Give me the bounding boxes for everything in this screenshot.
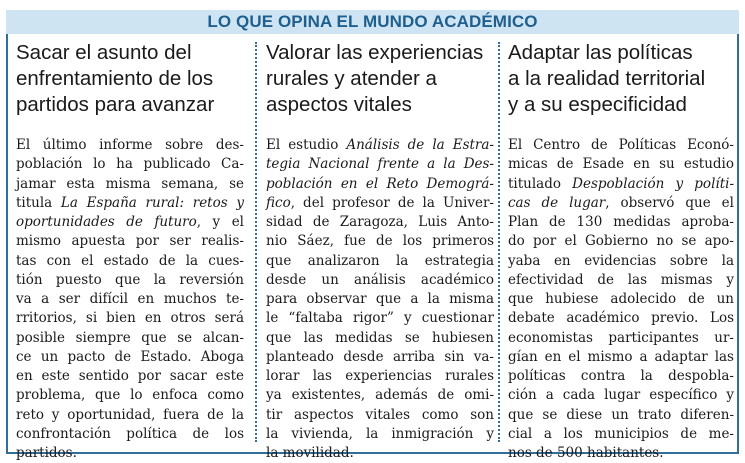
italic-title-text: cas de lugar xyxy=(508,194,606,211)
body-text: , y el xyxy=(196,214,244,230)
body-line: El último informe sobre des- xyxy=(16,137,244,153)
body-line: economistas participantes ur- xyxy=(508,329,734,346)
column-body xyxy=(266,136,494,463)
body-line: la movilidad. xyxy=(266,445,354,461)
column-divider xyxy=(498,42,500,442)
body-text: , del profesor de la Univer- xyxy=(290,194,494,211)
body-line xyxy=(16,194,244,213)
body-line: debate académico previo. Los xyxy=(508,310,734,327)
body-line: tas con el estado de la cues- xyxy=(16,252,244,269)
body-line xyxy=(16,213,244,232)
section-header xyxy=(6,10,739,34)
body-line xyxy=(508,175,734,194)
body-line: Plan de 130 medidas aproba- xyxy=(508,214,734,230)
italic-title-text: fico xyxy=(266,194,291,211)
italic-title-text: Análisis de la Estra- xyxy=(346,137,494,153)
section-title: LO QUE OPINA EL MUNDO ACADÉMICO xyxy=(207,12,538,31)
body-line: desde un análisis académico xyxy=(266,271,494,288)
body-line xyxy=(266,155,494,174)
opinion-column-1 xyxy=(16,40,244,461)
body-line: población lo ha publicado Ca- xyxy=(16,156,244,173)
italic-title-text: La España rural: retos y xyxy=(60,194,244,211)
body-line: gían en el mismo a adaptar las xyxy=(508,348,734,365)
body-line: posible siempre que se alcan- xyxy=(16,329,244,346)
body-text: El estudio xyxy=(266,137,347,153)
italic-title-text: tegia Nacional frente a la Des- xyxy=(266,156,494,173)
body-text: titula xyxy=(16,194,61,211)
body-line: partidos. xyxy=(16,445,77,461)
body-line: va a ser difícil en muchos te- xyxy=(16,291,244,307)
column-headline: Valorar las experiencias rurales y atender a aspectos vitales xyxy=(266,41,484,116)
body-line: la vivienda, la inmigración y xyxy=(266,425,494,442)
body-line: nos de 500 habitantes. xyxy=(508,445,664,461)
body-line: ce un pacto de Estado. Aboga xyxy=(16,348,244,365)
body-line: ción a cada lugar específico y xyxy=(508,387,734,404)
italic-title-text: población en el Reto Demográ- xyxy=(266,175,494,192)
body-line: tir aspectos vitales como son xyxy=(266,406,494,423)
body-line: tión puesto que la reversión xyxy=(16,271,244,288)
column-headline: Adaptar las políticas a la realidad territorial y a su especificidad xyxy=(508,41,706,116)
body-line: El Centro de Políticas Econó- xyxy=(508,137,734,153)
column-body xyxy=(16,136,244,463)
italic-title-text: oportunidades de futuro xyxy=(16,214,197,230)
body-line xyxy=(266,175,494,194)
body-line: que analizaron la estrategia xyxy=(266,252,494,269)
column-divider xyxy=(255,42,257,442)
body-line: lorar las experiencias rurales xyxy=(266,368,494,384)
body-line xyxy=(266,194,494,213)
opinion-column-3 xyxy=(508,40,735,461)
italic-title-text: Despoblación y políti- xyxy=(572,175,735,192)
body-line: micas de Esade en su estudio xyxy=(508,156,734,173)
body-line: para observar que a la misma xyxy=(266,291,494,307)
column-body xyxy=(508,136,734,463)
body-line: cial a los municipios de me- xyxy=(508,425,734,442)
body-line xyxy=(508,194,734,213)
body-line: problema, que lo enfoca como xyxy=(16,387,244,404)
body-text: , observó que el xyxy=(605,194,734,211)
body-line: planteado desde arriba sin va- xyxy=(266,348,494,365)
body-line: le “faltaba rigor” y cuestionar xyxy=(266,310,494,327)
body-line: que las medidas se hubiesen xyxy=(266,329,494,346)
body-line: que se diese un trato diferen- xyxy=(508,406,734,423)
body-line: sidad de Zaragoza, Luis Anto- xyxy=(266,214,494,230)
body-line: do por el Gobierno no se apo- xyxy=(508,233,734,250)
body-line: yaba en evidencias sobre la xyxy=(508,252,734,269)
body-line: confrontación política de los xyxy=(16,425,244,442)
body-line: en este sentido por sacar este xyxy=(16,368,244,384)
body-line: jamar esta misma semana, se xyxy=(16,175,244,192)
body-line: ya existentes, además de omi- xyxy=(266,387,494,404)
body-line: nio Sáez, fue de los primeros xyxy=(266,233,494,250)
body-line xyxy=(266,136,494,155)
body-line: mismo apuesta por ser realis- xyxy=(16,233,244,250)
opinion-column-2 xyxy=(266,40,494,461)
body-line: reto y oportunidad, fuera de la xyxy=(16,406,244,423)
body-line: que hubiese adolecido de un xyxy=(508,291,734,307)
body-text: titulado xyxy=(508,175,573,192)
column-headline: Sacar el asunto del enfrentamiento de los partidos para avanzar xyxy=(16,41,215,116)
body-line: rritorios, si bien en otros será xyxy=(16,310,244,327)
body-line: efectividad de las mismas y xyxy=(508,271,734,288)
body-line: políticas contra la despobla- xyxy=(508,368,734,384)
